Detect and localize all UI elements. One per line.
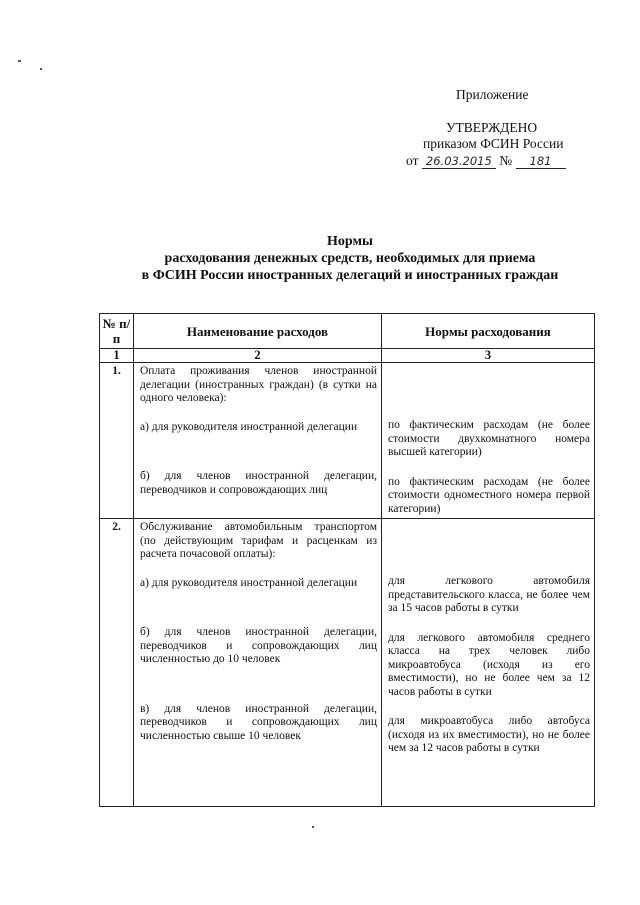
title-line-3: в ФСИН России иностранных делегаций и иностранных граждан	[141, 268, 559, 283]
expense-item-name: а) для руководителя иностранной делегации	[140, 420, 358, 433]
expense-item-name: а) для руководителя иностранной делегации	[140, 576, 358, 589]
expense-name-cell	[134, 363, 382, 519]
expense-item-norm: по фактическим расходам (не более стоимости одноместного номера первой категории)	[388, 475, 590, 515]
row-title: Оплата проживания членов иностранной делегации (иностранных граждан) (в сутки на одного человека):	[140, 365, 377, 404]
header-norm: Нормы расходования	[382, 314, 595, 349]
expense-name-cell	[134, 519, 382, 807]
expense-item-norm: для микроавтобуса либо автобуса (исходя из их вместимости), но не более чем за 12 часов работы в сутки	[388, 715, 590, 754]
column-number: 2	[134, 349, 382, 363]
table-row	[100, 363, 595, 519]
scan-speck	[18, 60, 21, 62]
expense-item-norm: для легкового автомобиля представительского класса, не более чем за 15 часов работы в сутки	[388, 575, 590, 614]
number-prefix: №	[499, 153, 513, 168]
date-prefix: от	[406, 153, 419, 168]
column-number: 1	[100, 349, 134, 363]
scan-speck	[40, 68, 42, 70]
order-date-line	[406, 152, 566, 169]
expense-item-norm: по фактическим расходам (не более стоимости двухкомнатного номера высшей категории)	[388, 419, 590, 458]
column-number-row	[100, 349, 595, 363]
norms-table	[99, 313, 595, 807]
header-name: Наименование расходов	[134, 314, 382, 349]
row-number: 2.	[100, 519, 134, 807]
order-number-handwritten: 181	[516, 154, 566, 169]
column-number: 3	[382, 349, 595, 363]
expense-item-name: б) для членов иностранной делегации, переводчиков и сопровождающих лиц численностью до 10 человек	[140, 626, 377, 665]
table-header-row	[100, 314, 595, 349]
header-num: № п/п	[100, 314, 134, 349]
title-line-1: Нормы	[327, 234, 373, 249]
expense-item-name: б) для членов иностранной делегации, переводчиков и сопровождающих лиц	[140, 470, 377, 496]
appendix-label: Приложение	[456, 87, 529, 102]
norm-cell	[382, 519, 595, 807]
document-title	[100, 233, 600, 284]
row-number: 1.	[100, 363, 134, 519]
approved-label: УТВЕРЖДЕНО	[446, 120, 538, 135]
norm-cell	[382, 363, 595, 519]
order-date-handwritten: 26.03.2015	[422, 154, 496, 169]
title-line-2: расходования денежных средств, необходимых для приема	[164, 251, 536, 266]
table-row	[100, 519, 595, 807]
expense-item-name: в) для членов иностранной делегации, переводчиков и сопровождающих лиц численностью свыше 10 человек	[140, 702, 377, 742]
expense-item-norm: для легкового автомобиля среднего класса на трех человек либо микроавтобуса (исходя из его вместимости), но не более чем за 12 часов работы в сутки	[388, 631, 590, 698]
row-title: Обслуживание автомобильным транспортом (по действующим тарифам и расценкам из расчета почасовой оплаты):	[140, 521, 377, 560]
order-label: приказом ФСИН России	[423, 136, 564, 151]
scan-speck	[312, 826, 314, 828]
